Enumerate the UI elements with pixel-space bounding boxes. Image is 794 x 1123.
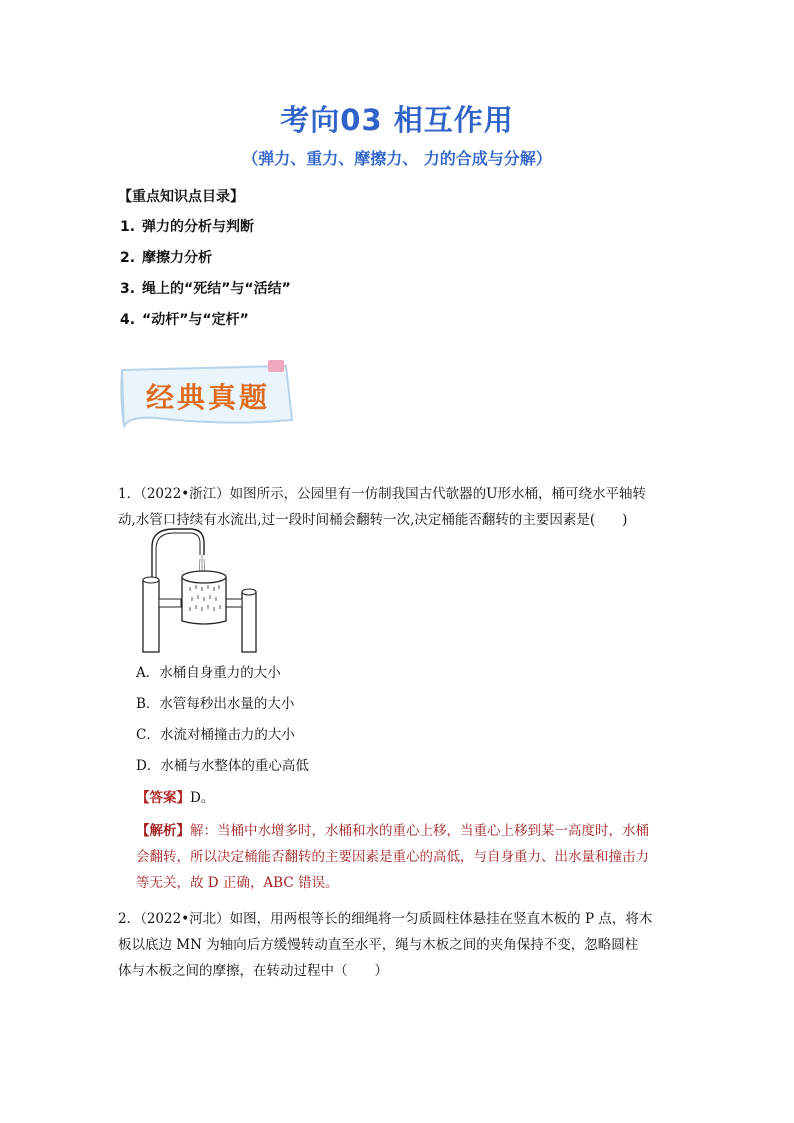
right-axle — [226, 599, 242, 607]
toc-item-number: 1. — [120, 219, 136, 235]
toc-heading: 【重点知识点目录】 — [118, 189, 244, 205]
question-1-line — [118, 481, 688, 507]
analysis-line: 等无关，故 D 正确，ABC 错误。 — [136, 875, 339, 891]
bucket-rim — [182, 571, 226, 583]
section-banner — [116, 360, 298, 434]
option-a — [136, 661, 309, 692]
option-text: 水桶自身重力的大小 — [159, 665, 281, 681]
option-letter: C． — [136, 727, 160, 743]
question-1-number: 1． — [118, 486, 141, 502]
question-1-text: （2022•浙江）如图所示，公园里有一仿制我国古代欹器的U形水桶，桶可绕水平轴转 — [140, 486, 647, 502]
question-2-stem — [118, 906, 688, 984]
answer-value: D。 — [190, 790, 215, 806]
toc-item — [120, 247, 291, 278]
question-2-line: 板以底边 MN 为轴向后方缓慢转动直至水平，绳与木板之间的夹角保持不变，忽略圆柱 — [118, 937, 639, 953]
analysis-line — [136, 818, 686, 844]
option-text: 水管每秒出水量的大小 — [159, 696, 295, 712]
option-c — [136, 723, 309, 754]
right-post-top — [242, 589, 256, 595]
toc-item-label: 弹力的分析与判断 — [142, 219, 254, 235]
question-1-line: 动,水管口持续有水流出,过一段时间桶会翻转一次,决定桶能否翻转的主要因素是( ) — [118, 512, 628, 528]
toc-item — [120, 309, 291, 340]
left-post — [143, 580, 159, 652]
option-text: 水流对桶撞击力的大小 — [159, 727, 295, 743]
binder-clip-icon — [268, 360, 284, 372]
page-subtitle: （弹力、重力、摩擦力、 力的合成与分解） — [242, 149, 552, 168]
toc-item-number: 2. — [120, 250, 136, 266]
toc-item-number: 4. — [120, 312, 136, 328]
left-post-top — [143, 577, 159, 583]
option-b — [136, 692, 309, 723]
option-letter: A． — [136, 665, 160, 681]
right-post — [242, 592, 256, 652]
water-stream — [199, 555, 205, 573]
option-letter: B． — [136, 696, 160, 712]
toc-item — [120, 278, 291, 309]
banner-label: 经典真题 — [145, 381, 271, 414]
question-1-analysis — [136, 818, 686, 896]
question-1-options — [136, 661, 309, 785]
toc-list — [120, 216, 291, 340]
toc-item-label: 摩擦力分析 — [142, 250, 212, 266]
option-d — [136, 754, 309, 785]
toc-item-label: 绳上的“死结”与“活结” — [142, 281, 291, 297]
question-2-line: 体与木板之间的摩擦，在转动过程中（ ） — [118, 963, 388, 979]
u-shaped-bucket-figure — [134, 525, 264, 655]
page-title: 考向03 相互作用 — [280, 103, 514, 137]
question-1-answer — [136, 786, 214, 806]
analysis-line: 会翻转，所以决定桶能否翻转的主要因素是重心的高低，与自身重力、出水量和撞击力 — [136, 849, 649, 865]
question-2-number: 2． — [118, 911, 141, 927]
analysis-tag: 【解析】 — [136, 823, 190, 839]
question-2-text: （2022•河北）如图，用两根等长的细绳将一匀质圆柱体悬挂在竖直木板的 P 点，将木 — [140, 911, 653, 927]
toc-item — [120, 216, 291, 247]
toc-item-label: “动杆”与“定杆” — [142, 312, 249, 328]
option-text: 水桶与水整体的重心高低 — [160, 758, 309, 774]
left-axle — [159, 599, 181, 607]
question-2-line — [118, 906, 688, 932]
option-letter: D． — [136, 758, 161, 774]
toc-item-number: 3. — [120, 281, 136, 297]
answer-tag: 【答案】 — [136, 790, 190, 806]
analysis-text: 解：当桶中水增多时，水桶和水的重心上移，当重心上移到某一高度时，水桶 — [190, 823, 649, 839]
